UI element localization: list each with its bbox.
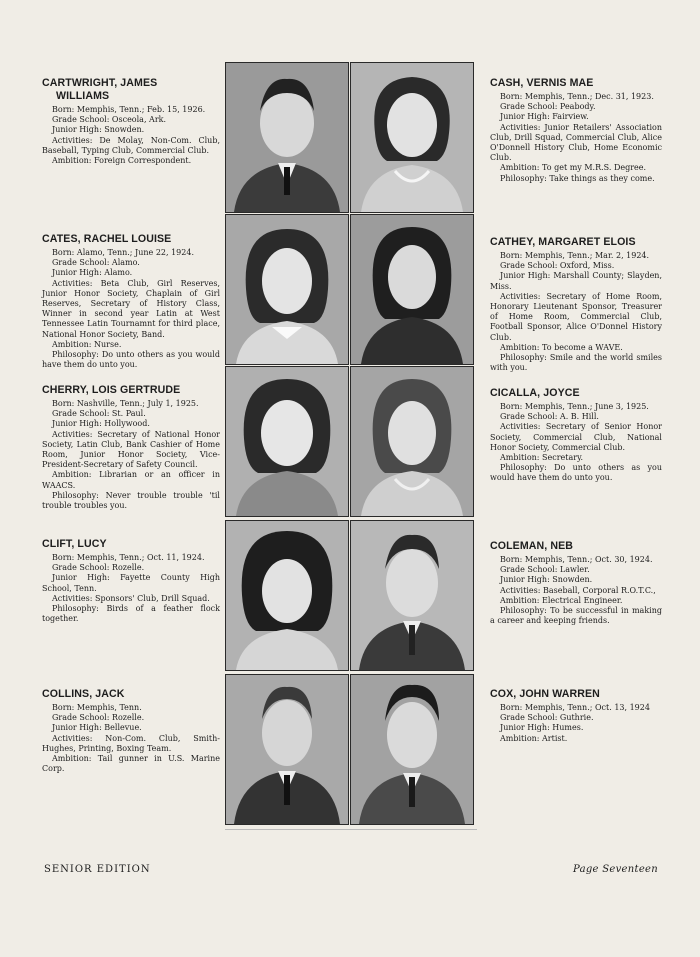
ambition: Ambition: Nurse.	[52, 339, 122, 349]
junior-high: Junior High: Humes.	[500, 723, 584, 733]
student-name: CASH, VERNIS MAE	[490, 77, 594, 89]
junior-high: Junior High: Hollywood.	[52, 419, 150, 429]
born: Born: Memphis, Tenn.	[52, 703, 142, 712]
philosophy: Philosophy: Birds of a feather flock together.	[42, 604, 220, 624]
ambition: Ambition: Artist.	[500, 733, 568, 743]
student-entry-cartwright	[42, 77, 220, 166]
student-entry-collins	[42, 688, 220, 774]
ambition: Ambition: Foreign Correspondent.	[52, 156, 192, 166]
born: Born: Memphis, Tenn.; Mar. 2, 1924.	[500, 251, 650, 260]
portrait-photo	[225, 214, 349, 365]
junior-high: Junior High: Marshall County; Slayden, Miss.	[490, 271, 662, 291]
portrait-photo	[350, 366, 474, 517]
grade-school: Grade School: Rozelle.	[52, 713, 145, 723]
student-entry-clift	[42, 538, 220, 624]
portrait-photo	[225, 520, 349, 671]
activities: Activities: Beta Club, Girl Reserves, Junior Honor Society, Chaplain of Girl Reserves, Secretary of History Class, Winner in second year Latin at West Tennessee Latin Tournamnt for third place, National Honor Society, Band.	[42, 278, 220, 339]
student-name: CARTWRIGHT, JAMES WILLIAMS	[42, 77, 158, 102]
grade-school: Grade School: St. Paul.	[52, 409, 146, 419]
student-name: COLEMAN, NEB	[490, 540, 574, 552]
student-name: CHERRY, LOIS GERTRUDE	[42, 384, 181, 396]
activities: Activities: De Molay, Non-Com. Club, Baseball, Typing Club, Commercial Club.	[42, 135, 220, 155]
student-name: CATES, RACHEL LOUISE	[42, 233, 172, 245]
activities: Activities: Baseball, Corporal R.O.T.C.,	[500, 585, 656, 595]
footer-page-number: Page Seventeen	[572, 864, 658, 875]
junior-high: Junior High: Alamo.	[52, 268, 133, 278]
student-name: CICALLA, JOYCE	[490, 387, 580, 399]
student-name: CATHEY, MARGARET ELOIS	[490, 236, 636, 248]
ambition: Ambition: To get my M.R.S. Degree.	[500, 163, 647, 173]
portrait-photo	[225, 62, 349, 213]
activities: Activities: Non-Com. Club, Smith-Hughes, Printing, Boxing Team.	[42, 733, 220, 753]
portrait-photo	[225, 366, 349, 517]
portrait-photo	[350, 674, 474, 825]
ambition: Ambition: To become a WAVE.	[500, 342, 623, 352]
student-entry-coleman	[490, 540, 662, 626]
philosophy: Philosophy: Do unto others as you would have them do unto you.	[490, 463, 662, 483]
activities: Activities: Secretary of National Honor Society, Latin Club, Bank Cashier of Home Room, Junior Honor Society, Vice-President-Secretary of Safety Council.	[42, 429, 220, 470]
philosophy: Philosophy: Never trouble trouble 'til trouble troubles you.	[42, 490, 220, 511]
portrait-photo	[350, 214, 474, 365]
philosophy: Philosophy: To be successful in making a career and keeping friends.	[490, 606, 662, 626]
portrait-photo	[225, 674, 349, 825]
grade-school: Grade School: Oxford, Miss.	[500, 261, 615, 271]
junior-high: Junior High: Bellevue.	[52, 723, 142, 733]
portrait-photo	[350, 62, 474, 213]
born: Born: Memphis, Tenn.; Feb. 15, 1926.	[52, 105, 206, 114]
ambition: Ambition: Electrical Engineer.	[500, 595, 623, 605]
student-entry-cates	[42, 233, 220, 370]
grade-school: Grade School: Peabody.	[500, 102, 596, 112]
grade-school: Grade School: Guthrie.	[500, 713, 594, 723]
junior-high: Junior High: Snowden.	[52, 125, 145, 135]
born: Born: Memphis, Tenn.; June 3, 1925.	[500, 402, 649, 411]
grade-school: Grade School: Lawler.	[500, 565, 590, 575]
philosophy: Philosophy: Take things as they come.	[500, 173, 655, 183]
junior-high: Junior High: Fairview.	[500, 112, 589, 122]
born: Born: Nashville, Tenn.; July 1, 1925.	[52, 399, 199, 408]
ambition: Ambition: Secretary.	[500, 453, 584, 463]
grade-school: Grade School: A. B. Hill.	[500, 412, 599, 422]
footer-edition: SENIOR EDITION	[44, 864, 151, 875]
ambition: Ambition: Librarian or an officer in WAACS.	[42, 470, 220, 490]
activities: Activities: Secretary of Home Room, Honorary Lieutenant Sponsor, Treasurer of Home Room, Commercial Club, Football Sponsor, Alice O'Donnel History Club.	[490, 291, 662, 342]
grade-school: Grade School: Rozelle.	[52, 563, 145, 573]
born: Born: Alamo, Tenn.; June 22, 1924.	[52, 248, 194, 257]
born: Born: Memphis, Tenn.; Oct. 30, 1924.	[500, 555, 653, 564]
junior-high: Junior High: Fayette County High School, Tenn.	[42, 573, 220, 593]
born: Born: Memphis, Tenn.; Oct. 11, 1924.	[52, 553, 205, 562]
grade-school: Grade School: Osceola, Ark.	[52, 115, 167, 125]
activities: Activities: Junior Retailers' Association Club, Drill Squad, Commercial Club, Alice O'Donnell History Club, Home Economic Club.	[490, 122, 662, 163]
student-name: COLLINS, JACK	[42, 688, 125, 700]
grade-school: Grade School: Alamo.	[52, 258, 140, 268]
ambition: Ambition: Tail gunner in U.S. Marine Corp.	[42, 754, 220, 774]
student-entry-cox	[490, 688, 662, 744]
junior-high: Junior High: Snowden.	[500, 575, 593, 585]
student-entry-cherry	[42, 384, 220, 511]
philosophy: Philosophy: Do unto others as you would have them do unto you.	[42, 350, 220, 370]
activities: Activities: Secretary of Senior Honor Society, Commercial Club, National Honor Society, Commercial Club.	[490, 422, 662, 452]
student-entry-cathey	[490, 236, 662, 373]
divider	[225, 829, 477, 830]
born: Born: Memphis, Tenn.; Oct. 13, 1924	[500, 703, 650, 712]
philosophy: Philosophy: Smile and the world smiles with you.	[490, 353, 662, 373]
student-name: COX, JOHN WARREN	[490, 688, 600, 700]
student-entry-cash	[490, 77, 662, 184]
activities: Activities: Sponsors' Club, Drill Squad.	[52, 593, 210, 603]
student-entry-cicalla	[490, 387, 662, 484]
born: Born: Memphis, Tenn.; Dec. 31, 1923.	[500, 92, 654, 101]
student-name: CLIFT, LUCY	[42, 538, 107, 550]
portrait-photo	[350, 520, 474, 671]
